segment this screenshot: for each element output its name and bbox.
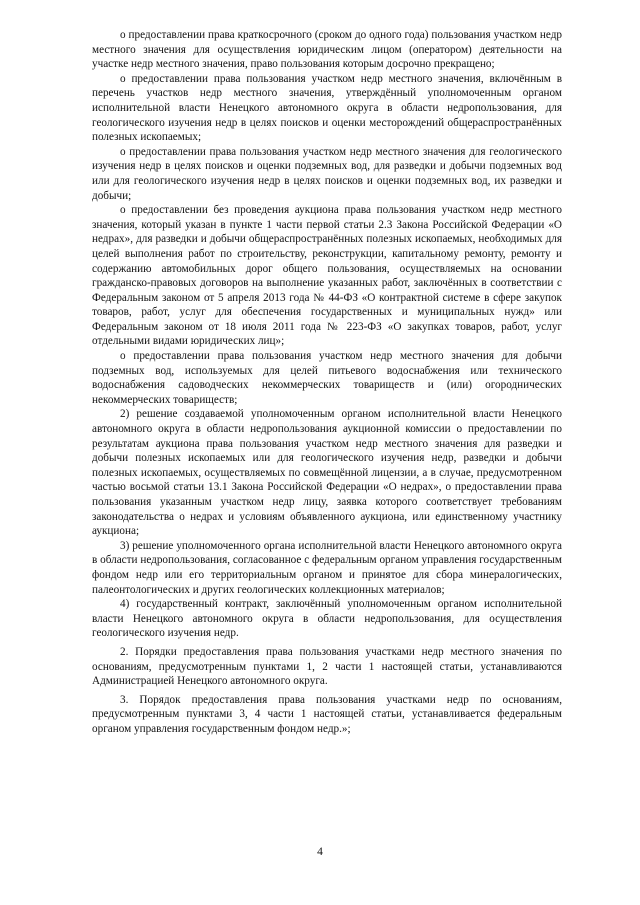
document-body — [92, 28, 562, 737]
paragraph-exploration-common-minerals: о предоставлении права пользования участком недр местного значения, включённым в перечень участков недр местного значения, утверждённый уполномоченным органом исполнительной власти Ненецкого автономного округа в области недропользования, для геологического изучения недр в целях поисков и оценки месторождений общераспространённых полезных ископаемых; — [92, 72, 562, 144]
paragraph-item-3-collection-materials: 3) решение уполномоченного органа исполнительной власти Ненецкого автономного округа в области недропользования, согласованное с федеральным органом управления государственным фондом недр или его территориальным органом и принятое для сбора минералогических, палеонтологических и других геологических коллекционных материалов; — [92, 539, 562, 596]
paragraph-item-4-state-contract: 4) государственный контракт, заключённый уполномоченным органом исполнительной власти Ненецкого автономного округа в области недропользования, для осуществления геологического изучения недр. — [92, 598, 562, 640]
paragraph-drinking-water: о предоставлении права пользования участком недр местного значения для добычи подземных вод, используемых для целей питьевого водоснабжения или технического водоснабжения садоводческих некоммерческих товариществ и (или) огороднических некоммерческих товариществ; — [92, 350, 562, 406]
paragraph-section-2: 2. Порядки предоставления права пользования участками недр местного значения по основаниям, предусмотренным пунктами 1, 2 части 1 настоящей статьи, устанавливаются Администрацией Ненецкого автономного округа. — [92, 645, 562, 688]
paragraph-groundwater-exploration: о предоставлении права пользования участком недр местного значения для геологического изучения недр в целях поисков и оценки подземных вод, для разведки и добычи подземных вод или для геологического изучения недр в целях поисков и оценки подземных вод, их разведки и добычи; — [92, 145, 562, 202]
paragraph-item-2-auction-commission: 2) решение создаваемой уполномоченным органом исполнительной власти Ненецкого автономного округа в области недропользования аукционной комиссии о предоставлении по результатам аукциона права пользования участком недр местного значения для разведки и добычи полезных ископаемых или для геологического изучения недр, разведки и добычи полезных ископаемых, осуществляемых по совмещённой лицензии, а в случае, предусмотренном частью восьмой статьи 13.1 Закона Российской Федерации «О недрах», о предоставлении права пользования указанным участком недр лицу, заявка которого соответствует требованиям законодательства о недрах и условиям объявленного аукциона, или единственному участнику аукциона; — [92, 408, 562, 538]
paragraph-section-3: 3. Порядок предоставления права пользования участками недр по основаниям, предусмотренным пунктами 3, 4 части 1 настоящей статьи, устанавливается федеральным органом управления государственным фондом недр.»; — [92, 693, 562, 735]
paragraph-short-term-right: о предоставлении права краткосрочного (сроком до одного года) пользования участком недр местного значения для осуществления юридическим лицом (оператором) деятельности на участке недр местного значения, право пользования которым досрочно прекращено; — [92, 29, 562, 71]
paragraph-without-auction: о предоставлении без проведения аукциона права пользования участком недр местного значения, который указан в пункте 1 части первой статьи 2.3 Закона Российской Федерации «О недрах», для разведки и добычи общераспространённых полезных ископаемых, необходимых для целей выполнения работ по строительству, реконструкции, капитальному ремонту, ремонту и содержанию автомобильных дорог общего пользования, осуществляемых на основании гражданско-правовых договоров на выполнение указанных работ, заключённых в соответствии с Федеральным законом от 5 апреля 2013 года № 44-ФЗ «О контрактной системе в сфере закупок товаров, работ, услуг для обеспечения государственных и муниципальных нужд» или Федеральным законом от 18 июля 2011 года № 223-ФЗ «О закупках товаров, работ, услуг отдельными видами юридических лиц»; — [92, 204, 562, 348]
page-number: 4 — [317, 846, 323, 858]
